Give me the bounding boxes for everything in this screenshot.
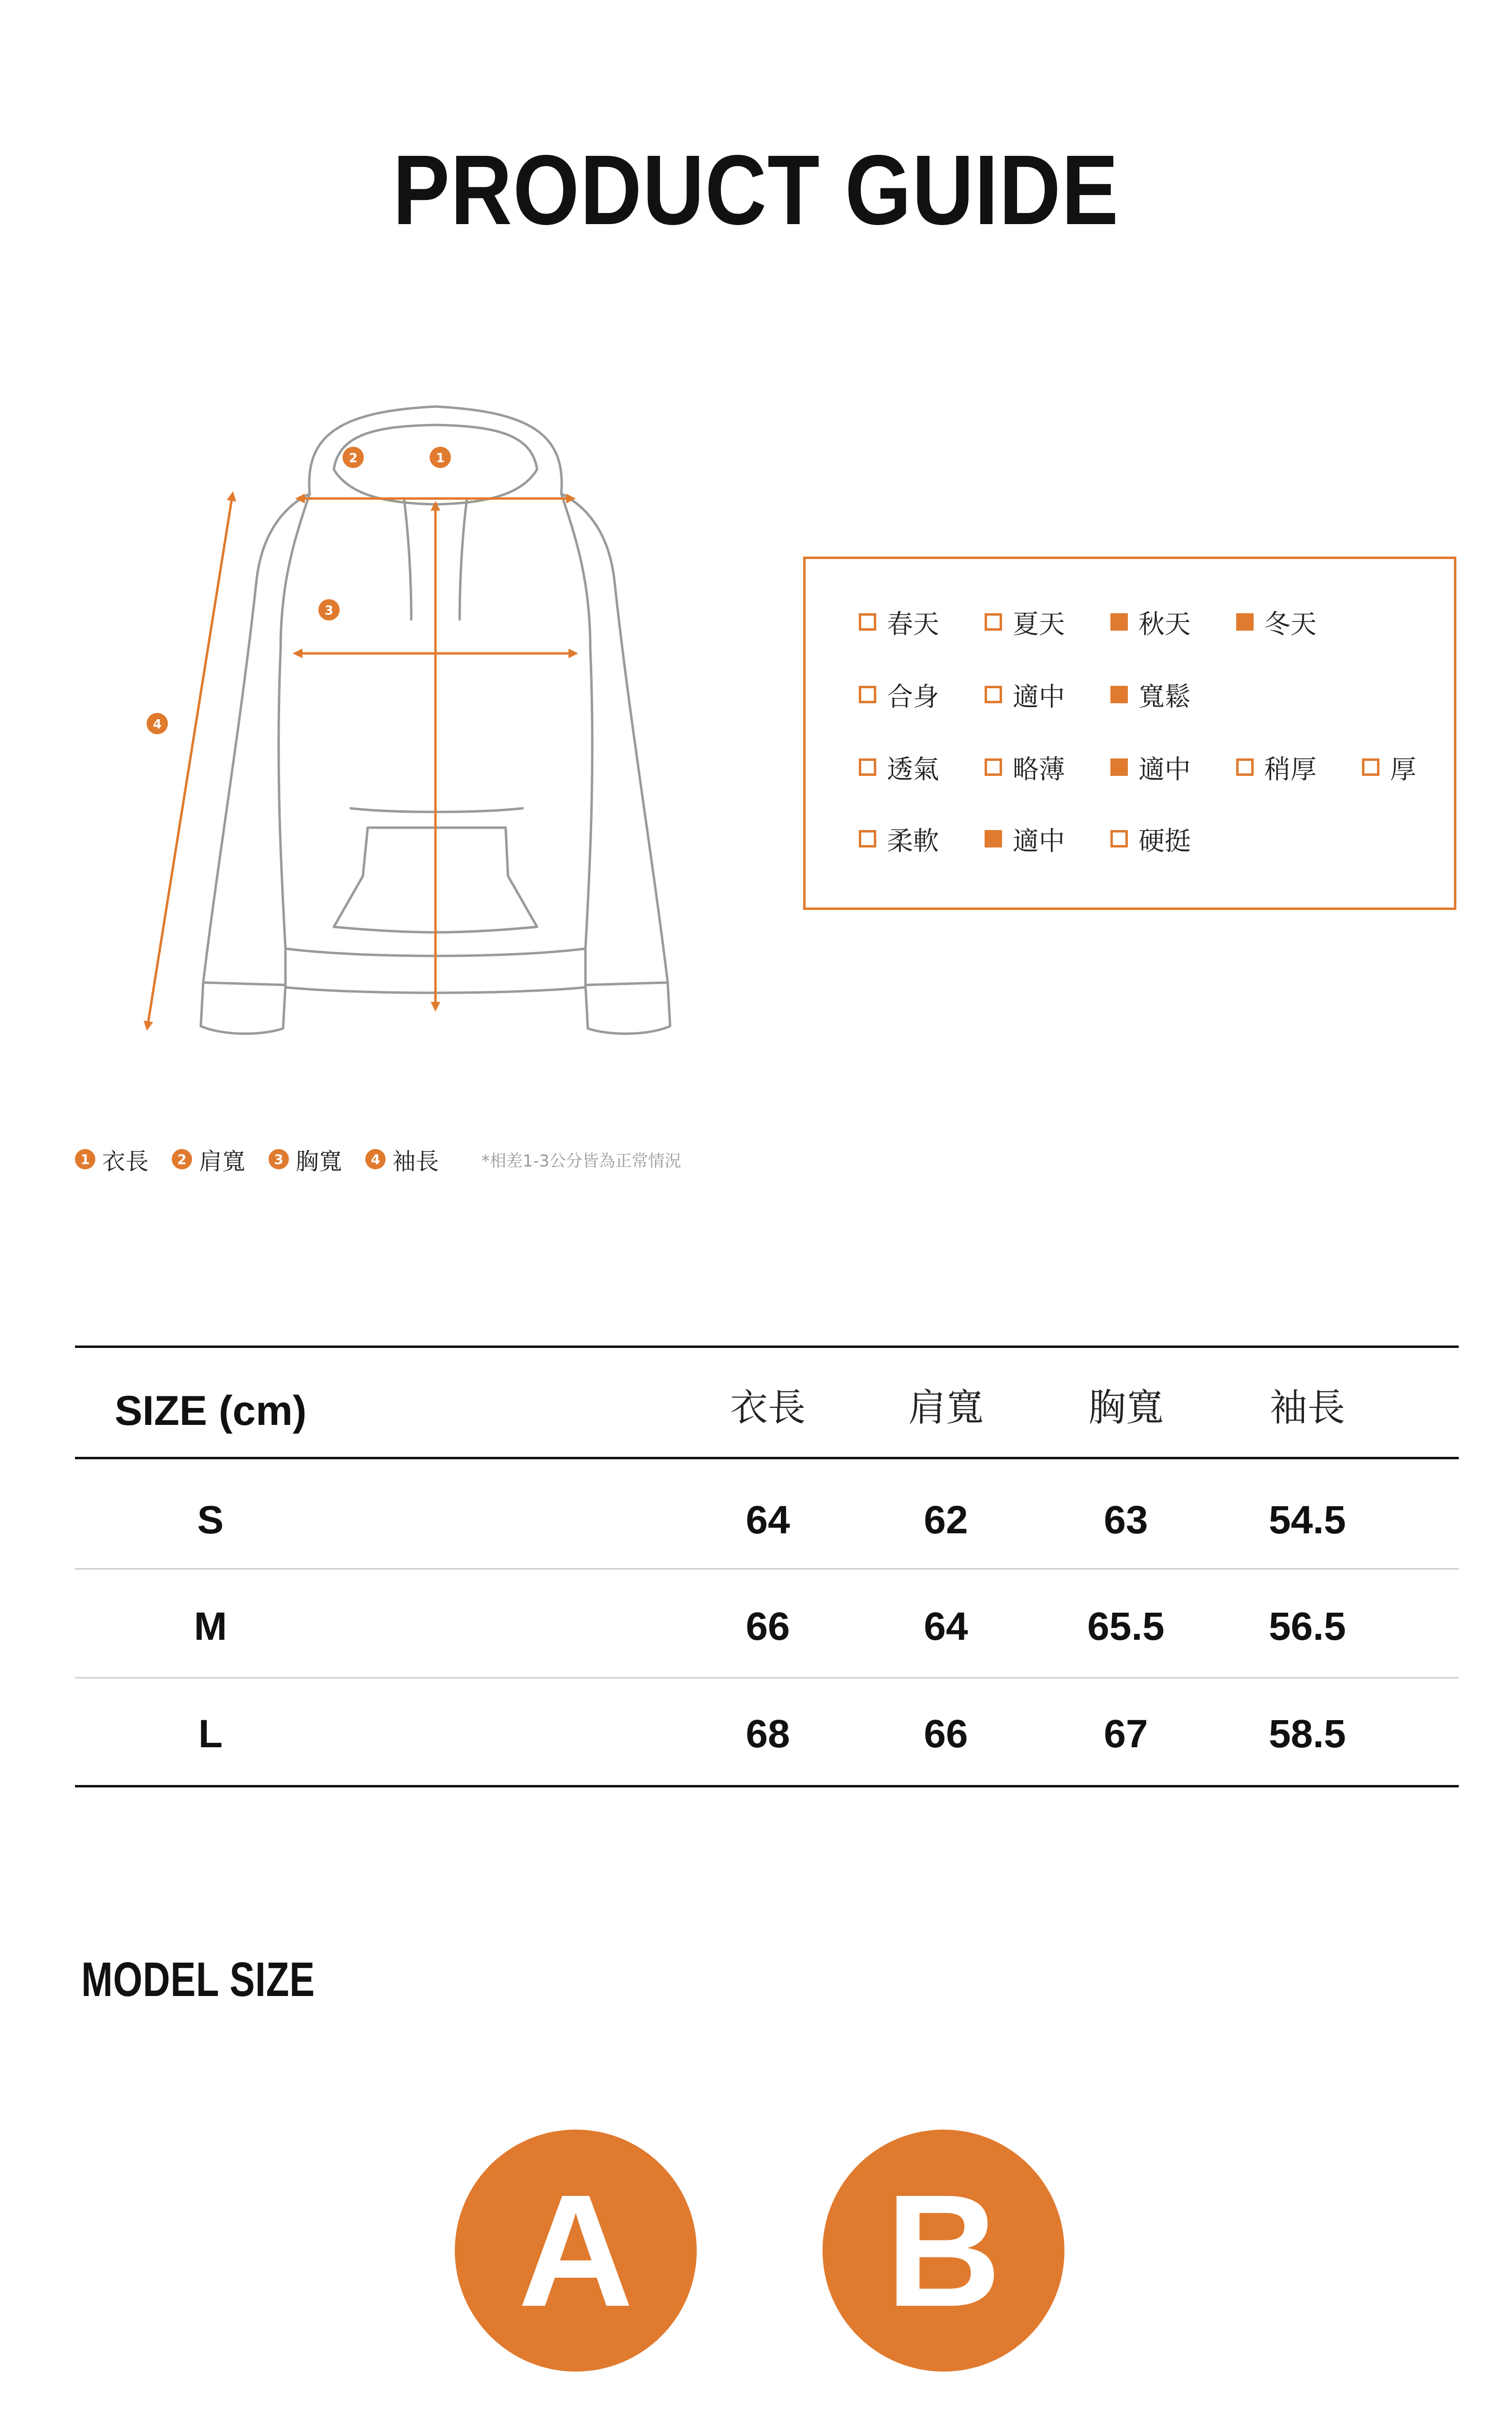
attribute-option bbox=[1236, 603, 1317, 641]
table-cell: 63 bbox=[1104, 1498, 1148, 1542]
unchecked-box-icon bbox=[859, 758, 876, 776]
attribute-label: 適中 bbox=[1013, 681, 1065, 712]
measurement-legend bbox=[75, 1140, 681, 1179]
unchecked-box-icon bbox=[1362, 758, 1379, 776]
checked-box-icon bbox=[1110, 758, 1128, 776]
legend-number-badge: 2 bbox=[172, 1149, 192, 1169]
page-title: PRODUCT GUIDE bbox=[392, 135, 1120, 245]
attribute-label: 略薄 bbox=[1013, 754, 1065, 785]
table-cell: 58.5 bbox=[1269, 1712, 1346, 1756]
size-label: S bbox=[197, 1498, 224, 1542]
attribute-label: 夏天 bbox=[1013, 608, 1065, 639]
attribute-option bbox=[985, 675, 1065, 714]
attribute-label: 柔軟 bbox=[887, 825, 939, 856]
attribute-option bbox=[859, 748, 939, 786]
attribute-label: 春天 bbox=[887, 608, 939, 639]
attribute-option bbox=[859, 675, 939, 714]
attribute-label: 稍厚 bbox=[1264, 754, 1317, 785]
column-header: 肩寬 bbox=[908, 1386, 984, 1430]
attribute-option bbox=[1362, 748, 1416, 786]
table-cell: 62 bbox=[924, 1498, 968, 1542]
attribute-option bbox=[1236, 748, 1317, 786]
attribute-label: 寬鬆 bbox=[1138, 681, 1191, 712]
row-divider bbox=[75, 1568, 1459, 1570]
model-badge-a: A bbox=[455, 2130, 697, 2372]
table-cell: 68 bbox=[746, 1712, 790, 1756]
checked-box-icon bbox=[1110, 613, 1128, 631]
size-label: L bbox=[198, 1712, 223, 1756]
table-header-rule bbox=[75, 1457, 1459, 1459]
size-header: SIZE (cm) bbox=[115, 1388, 307, 1434]
unchecked-box-icon bbox=[1236, 758, 1254, 776]
legend-label: 袖長 bbox=[392, 1148, 439, 1175]
legend-item bbox=[365, 1143, 439, 1176]
table-cell: 54.5 bbox=[1269, 1498, 1346, 1542]
table-bottom-rule bbox=[75, 1785, 1459, 1787]
attribute-label: 合身 bbox=[887, 681, 939, 712]
attribute-label: 適中 bbox=[1013, 825, 1065, 856]
table-cell: 64 bbox=[924, 1604, 968, 1649]
column-header: 袖長 bbox=[1269, 1386, 1345, 1430]
checked-box-icon bbox=[1236, 613, 1254, 631]
attribute-box bbox=[803, 557, 1456, 910]
column-header: 胸寬 bbox=[1088, 1386, 1164, 1430]
attribute-option bbox=[859, 603, 939, 641]
table-cell: 67 bbox=[1104, 1712, 1148, 1756]
legend-number-badge: 3 bbox=[269, 1149, 289, 1169]
attribute-option bbox=[1110, 819, 1191, 858]
unchecked-box-icon bbox=[1110, 830, 1128, 847]
attribute-label: 透氣 bbox=[887, 754, 939, 785]
attribute-option bbox=[1110, 675, 1191, 714]
attribute-option bbox=[1110, 748, 1191, 786]
model-badge-b: B bbox=[823, 2130, 1064, 2372]
attribute-label: 適中 bbox=[1138, 754, 1191, 785]
legend-item bbox=[172, 1143, 245, 1176]
unchecked-box-icon bbox=[985, 686, 1002, 703]
attribute-label: 厚 bbox=[1390, 754, 1416, 785]
checked-box-icon bbox=[1110, 686, 1128, 703]
legend-label: 肩寬 bbox=[199, 1148, 246, 1175]
unchecked-box-icon bbox=[859, 613, 876, 631]
marker-1: 1 bbox=[435, 451, 445, 466]
model-size-title: MODEL SIZE bbox=[81, 1952, 315, 2007]
attribute-label: 秋天 bbox=[1138, 608, 1191, 639]
table-top-rule bbox=[75, 1346, 1459, 1348]
table-cell: 66 bbox=[746, 1604, 790, 1649]
legend-item bbox=[269, 1143, 342, 1176]
table-cell: 66 bbox=[924, 1712, 968, 1756]
column-header: 衣長 bbox=[730, 1386, 806, 1430]
unchecked-box-icon bbox=[859, 830, 876, 847]
attribute-label: 硬挺 bbox=[1138, 825, 1191, 856]
marker-3: 3 bbox=[324, 604, 334, 618]
attribute-option bbox=[985, 819, 1065, 858]
checked-box-icon bbox=[985, 830, 1002, 847]
legend-number-badge: 4 bbox=[365, 1149, 386, 1169]
unchecked-box-icon bbox=[985, 758, 1002, 776]
attribute-label: 冬天 bbox=[1264, 608, 1317, 639]
table-cell: 64 bbox=[746, 1498, 790, 1542]
marker-4: 4 bbox=[152, 717, 162, 732]
table-cell: 65.5 bbox=[1087, 1604, 1165, 1649]
legend-item bbox=[75, 1143, 149, 1176]
attribute-option bbox=[859, 819, 939, 858]
tolerance-note: *相差1-3公分皆為正常情況 bbox=[481, 1151, 681, 1171]
hoodie-diagram bbox=[121, 378, 750, 1074]
table-cell: 56.5 bbox=[1269, 1604, 1346, 1649]
size-label: M bbox=[194, 1604, 227, 1649]
attribute-option bbox=[985, 748, 1065, 786]
marker-2: 2 bbox=[348, 451, 358, 466]
row-divider bbox=[75, 1677, 1459, 1679]
legend-label: 衣長 bbox=[102, 1148, 149, 1175]
attribute-option bbox=[1110, 603, 1191, 641]
unchecked-box-icon bbox=[985, 613, 1002, 631]
unchecked-box-icon bbox=[859, 686, 876, 703]
legend-label: 胸寬 bbox=[296, 1148, 343, 1175]
attribute-option bbox=[985, 603, 1065, 641]
legend-number-badge: 1 bbox=[75, 1149, 95, 1169]
